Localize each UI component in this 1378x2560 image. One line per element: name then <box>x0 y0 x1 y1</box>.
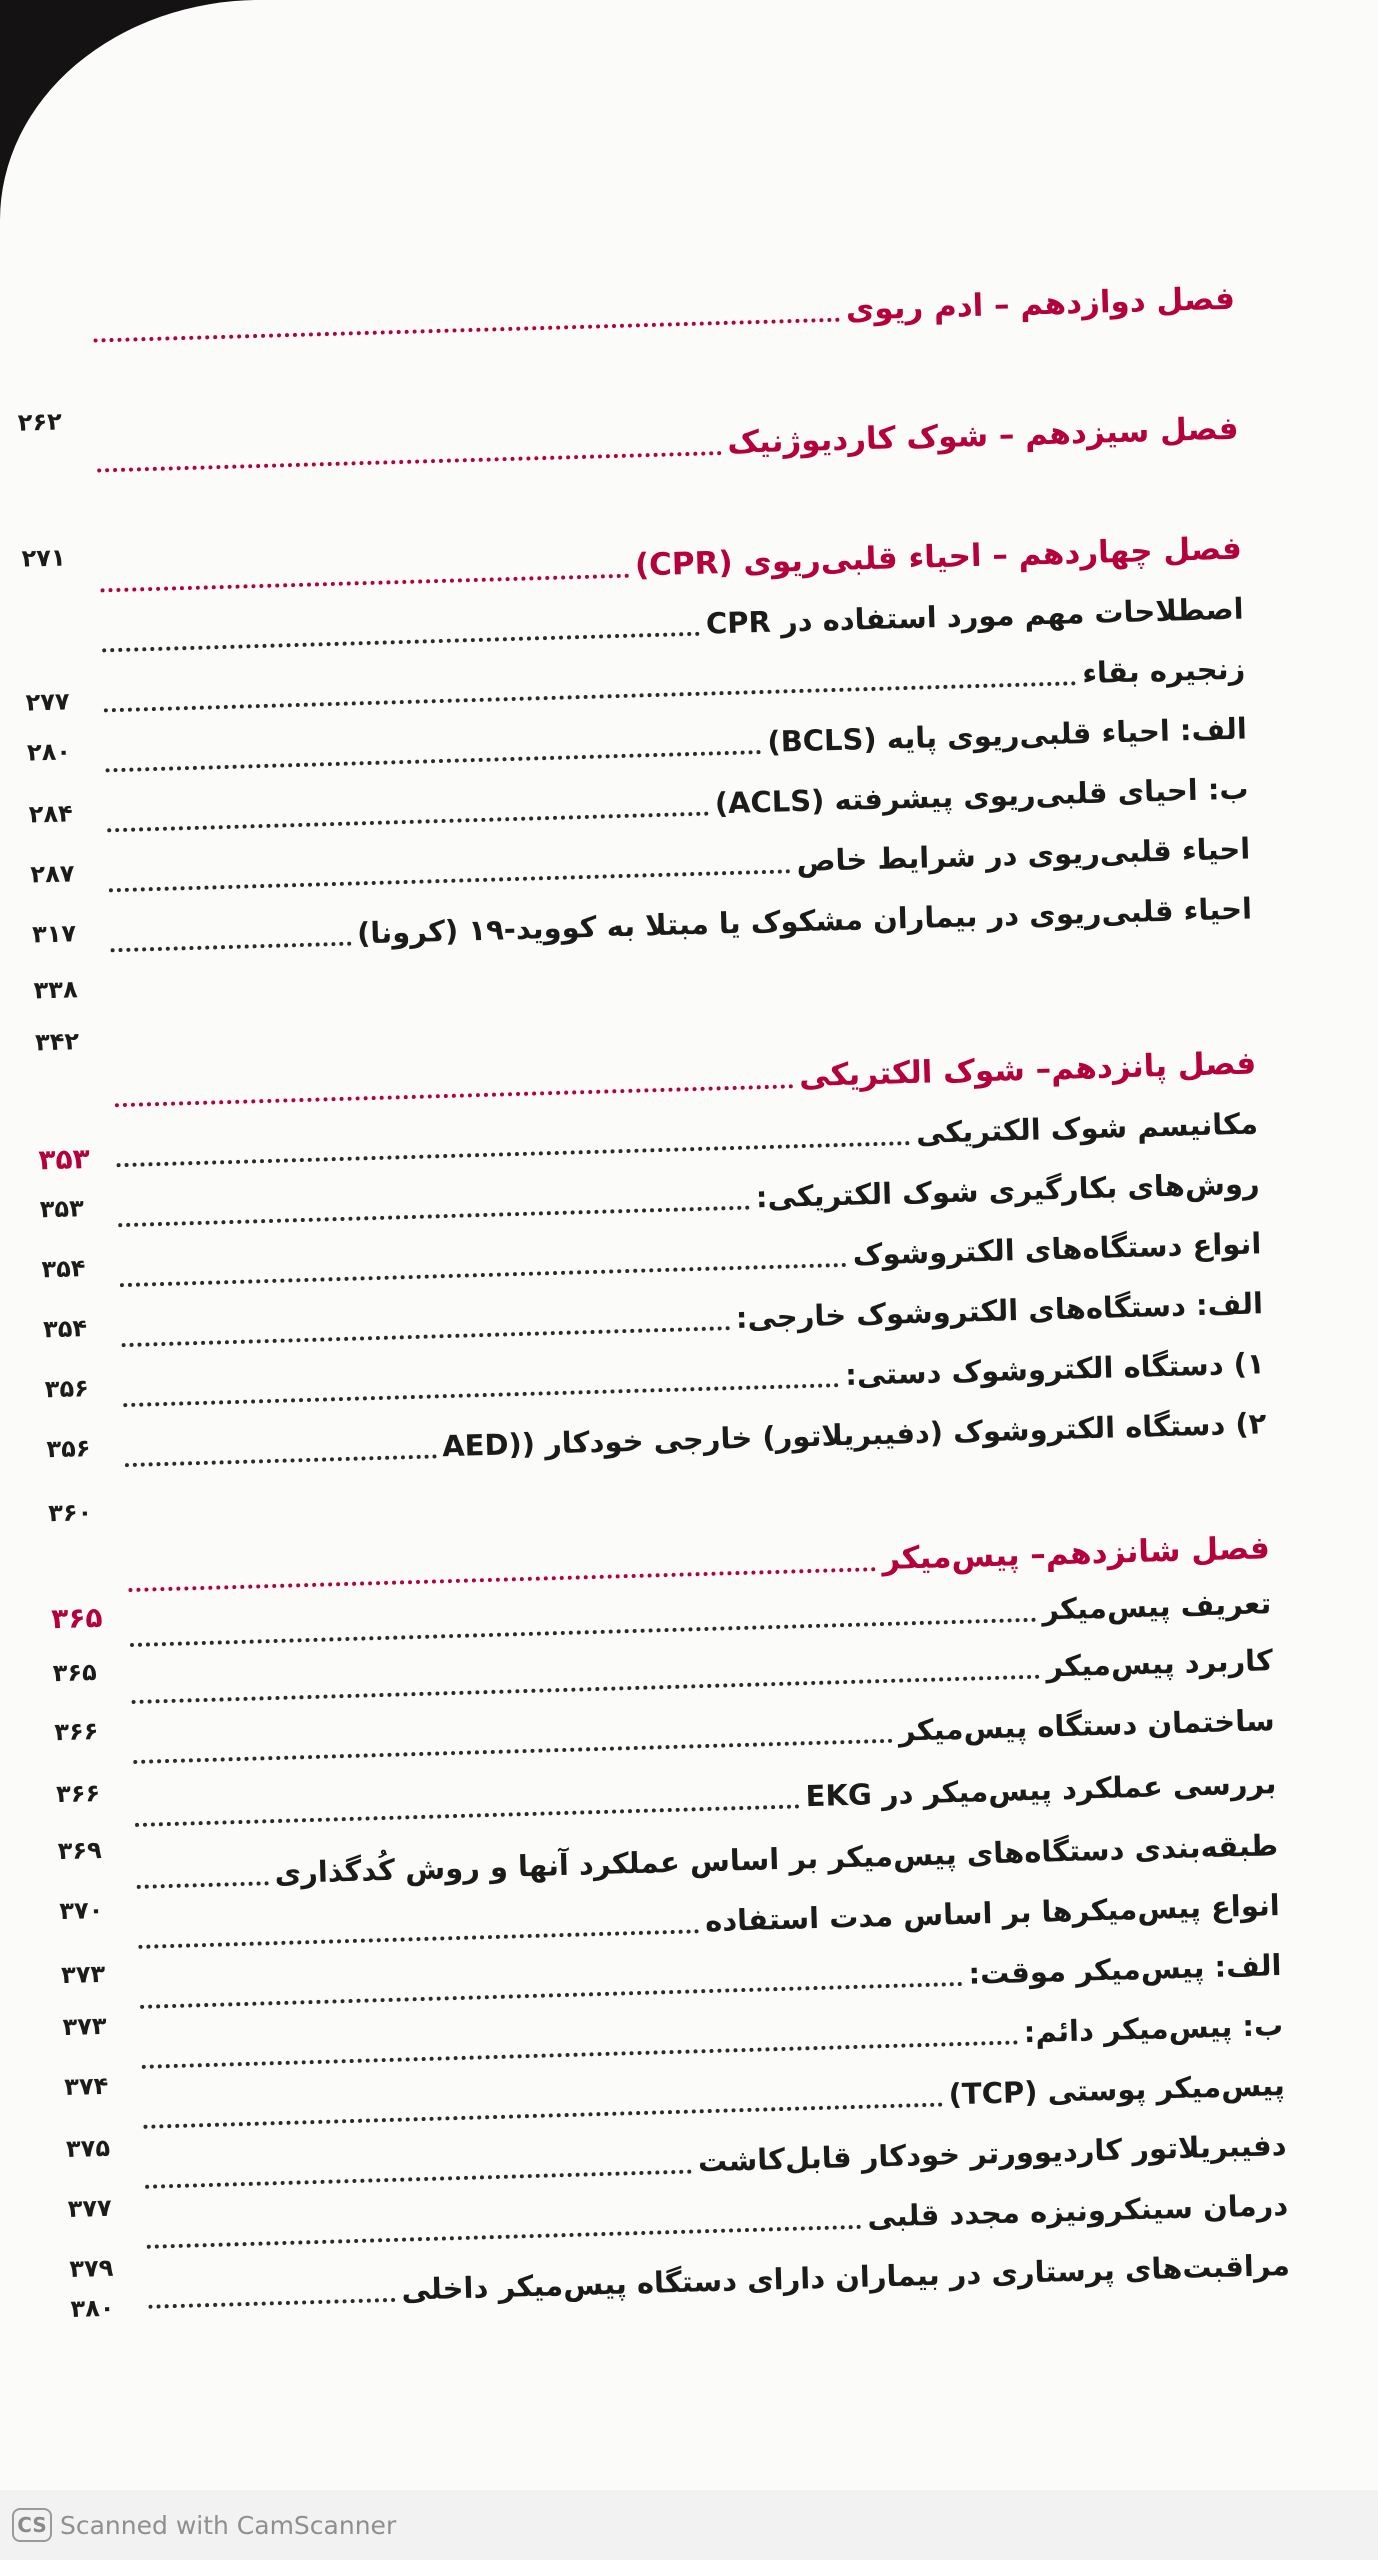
chapter-title: فصل شانزدهم– پیس‌میکر <box>881 1530 1271 1578</box>
dot-leader <box>142 2040 1018 2068</box>
page-number: ۳۱۷ <box>31 919 77 949</box>
page-number: ۳۶۵ <box>52 1657 98 1688</box>
page-number: ۳۵۶ <box>46 1434 91 1464</box>
dot-leader <box>123 1383 839 1407</box>
entry-title: کاربرد پیس‌میکر <box>1045 1643 1274 1684</box>
dot-leader <box>147 2225 862 2249</box>
dot-leader <box>138 1929 699 1949</box>
page-number: ۳۷۳ <box>60 1959 106 1990</box>
entry-title: ب: احیای قلبی‌ریوی پیشرفته (ACLS) <box>714 771 1250 821</box>
entry-title: مراقبت‌های پرستاری در بیماران دارای دستگاه پیس‌میکر داخلی <box>400 2247 1291 2307</box>
page-number: ۲۸۴ <box>28 799 74 829</box>
page-number: ۳۷۳ <box>62 2011 107 2042</box>
scanner-watermark-text: Scanned with CamScanner <box>60 2511 397 2540</box>
page-number: ۳۷۴ <box>63 2071 109 2102</box>
entry-title: اصطلاحات مهم مورد استفاده در CPR <box>705 591 1244 641</box>
dot-leader <box>94 318 841 343</box>
camscanner-logo-icon: CS <box>12 2508 52 2542</box>
page-number: ۳۶۶ <box>54 1716 99 1747</box>
entry-title: ساختمان دستگاه پیس‌میکر <box>898 1703 1276 1748</box>
page-number: ۳۶۹ <box>57 1835 103 1866</box>
dot-leader <box>106 750 762 772</box>
entry-title: الف: پیس‌میکر موقت: <box>968 1948 1282 1991</box>
dot-leader <box>125 1454 437 1467</box>
chapter-title: فصل دوازدهم – ادم ریوی <box>845 280 1236 328</box>
page-number: ۳۵۴ <box>41 1254 86 1284</box>
dot-leader <box>122 1326 731 1347</box>
entry-title: الف: دستگاه‌های الکتروشوک خارجی: <box>735 1286 1264 1335</box>
entry-title: احیاء قلبی‌ریوی در بیماران مشکوک یا مبتلا به کووید-۱۹ (کرونا) <box>356 891 1253 951</box>
entry-title: پیس‌میکر پوستی (TCP) <box>948 2067 1286 2112</box>
entry-title: احیاء قلبی‌ریوی در شرایط خاص <box>795 831 1251 879</box>
page-number: ۳۵۳ <box>39 1194 85 1224</box>
dot-leader <box>102 632 700 653</box>
page-number: ۳۷۹ <box>69 2253 114 2283</box>
dot-leader <box>148 2298 395 2309</box>
entry-title: ب: پیس‌میکر دائم: <box>1023 2008 1284 2050</box>
page-number: ۳۶۵ <box>50 1600 103 1635</box>
chapter-title: فصل سیزدهم – شوک کاردیوژنیک <box>726 410 1239 461</box>
page-number: ۳۵۶ <box>44 1374 90 1404</box>
entry-title: ۲) دستگاه الکتروشوک (دفیبریلاتور) خارجی خودکار ((AED <box>441 1406 1267 1464</box>
page-number: ۳۷۷ <box>67 2193 113 2224</box>
chapter-title: فصل چهاردهم – احیاء قلبی‌ریوی (CPR) <box>634 530 1243 584</box>
dot-leader <box>133 1739 893 1764</box>
entry-title: مکانیسم شوک الکتریکی <box>915 1106 1259 1150</box>
dot-leader <box>120 1263 847 1287</box>
entry-title: درمان سینکرونیزه مجدد قلبی <box>866 2187 1289 2234</box>
entry-title: الف: احیاء قلبی‌ریوی پایه (BCLS) <box>766 711 1248 759</box>
entry-title: زنجیره بقاء <box>1081 651 1246 691</box>
page-number: ۲۷۷ <box>25 687 70 717</box>
dot-leader <box>140 1982 963 2009</box>
page-number: ۳۴۲ <box>34 1027 80 1057</box>
page-number: ۲۷۱ <box>21 543 66 573</box>
dot-leader <box>100 574 629 593</box>
page-number: ۳۵۴ <box>42 1314 88 1344</box>
page-number: ۳۶۰ <box>47 1498 93 1528</box>
page-number: ۳۵۳ <box>37 1141 91 1176</box>
chapter-title: فصل پانزدهم– شوک الکتریکی <box>798 1045 1257 1095</box>
entry-title: انواع پیس‌میکرها بر اساس مدت استفاده <box>704 1888 1281 1939</box>
page-number: ۳۸۰ <box>70 2293 115 2323</box>
dot-leader <box>145 2170 692 2189</box>
dot-leader <box>117 1141 911 1167</box>
entry-title: ۱) دستگاه الکتروشوک دستی: <box>844 1346 1266 1392</box>
dot-leader <box>109 869 791 892</box>
entry-title: دفیبریلاتور کاردیوورتر خودکار قابل‌کاشت <box>697 2127 1287 2179</box>
dot-leader <box>107 812 709 833</box>
dot-leader <box>97 451 721 472</box>
dot-leader <box>143 2103 943 2129</box>
page-number: ۳۶۶ <box>55 1778 101 1809</box>
entry-title: انواع دستگاه‌های الکتروشوک <box>852 1226 1262 1272</box>
page-number: ۲۶۲ <box>17 407 63 437</box>
dot-leader <box>135 1804 800 1827</box>
page-number: ۲۸۷ <box>30 859 75 889</box>
entry-title: بررسی عملکرد پیس‌میکر در EKG <box>805 1766 1277 1814</box>
page-number: ۲۸۰ <box>26 737 72 767</box>
page-number: ۳۳۸ <box>33 975 79 1005</box>
entry-title: روش‌های بکارگیری شوک الکتریکی: <box>755 1166 1261 1215</box>
dot-leader <box>118 1206 750 1228</box>
dot-leader <box>137 1881 269 1889</box>
entry-title: تعریف پیس‌میکر <box>1041 1586 1272 1627</box>
page-number: ۳۷۵ <box>65 2133 111 2164</box>
dot-leader <box>115 1084 794 1107</box>
page-number: ۳۷۰ <box>59 1895 104 1926</box>
entry-title: طبقه‌بندی دستگاه‌های پیس‌میکر بر اساس عملکرد آنها و روش کُدگذاری <box>274 1828 1279 1891</box>
dot-leader <box>111 942 352 953</box>
